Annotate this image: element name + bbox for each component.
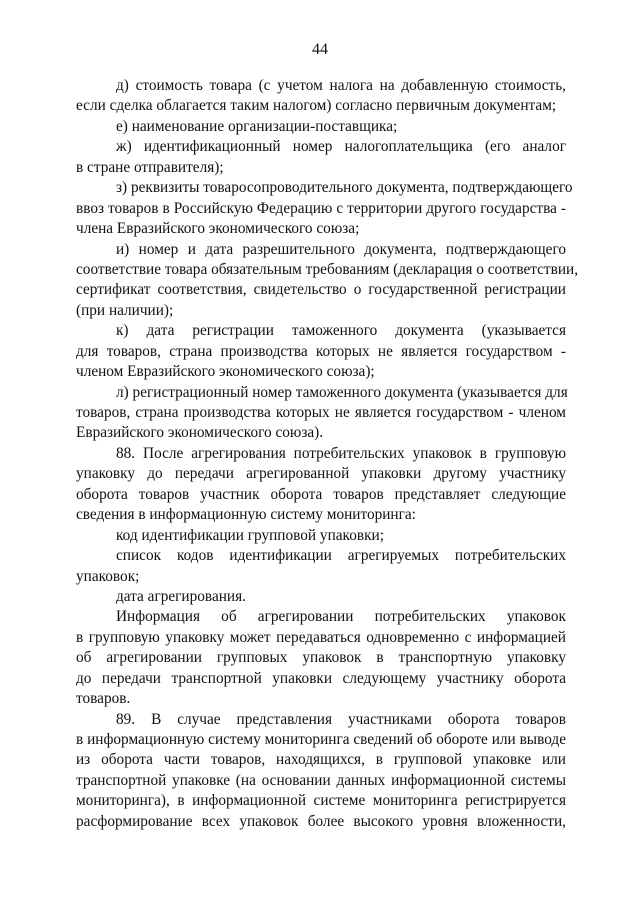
- text-line: члена Евразийского экономического союза;: [76, 220, 360, 238]
- text-line: ввоз товаров в Российскую Федерацию с территории другого государства -: [76, 199, 566, 217]
- text-line: и) номер и дата разрешительного документа, подтверждающего: [116, 240, 566, 258]
- text-line: ж) идентификационный номер налогоплательщика (его аналог: [116, 138, 566, 156]
- text-line: упаковку до передачи агрегированной упаковки другому участнику: [76, 465, 566, 483]
- page-number: 44: [312, 41, 328, 58]
- text-line: упаковок;: [76, 567, 140, 585]
- text-line: для товаров, страна производства которых не является государством -: [76, 342, 566, 360]
- text-line: 89. В случае представления участниками оборота товаров: [116, 710, 566, 728]
- text-line: (при наличии);: [76, 301, 174, 319]
- text-line: мониторинга), в информационной системе мониторинга регистрируется: [76, 792, 566, 810]
- text-line: л) регистрационный номер таможенного документа (указывается для: [116, 383, 568, 401]
- text-line: д) стоимость товара (с учетом налога на добавленную стоимость,: [116, 77, 566, 94]
- text-line: транспортной упаковке (на основании данных информационной системы: [76, 771, 566, 789]
- text-line: до передачи транспортной упаковки следующему участнику оборота: [76, 669, 566, 687]
- text-line: в информационную систему мониторинга сведений об обороте или выводе: [76, 731, 566, 748]
- text-line: членом Евразийского экономического союза);: [76, 363, 375, 381]
- text-line: если сделка облагается таким налогом) согласно первичным документам;: [76, 97, 557, 115]
- document-body: [76, 76, 579, 832]
- text-line: об агрегировании групповых упаковок в транспортную упаковку: [76, 649, 566, 667]
- text-line: е) наименование организации-поставщика;: [116, 117, 398, 135]
- text-line: сертификат соответствия, свидетельство о государственной регистрации: [76, 281, 566, 299]
- text-line: Информация об агрегировании потребительских упаковок: [116, 608, 566, 626]
- text-line: соответствие товара обязательным требованиям (декларация о соответствии,: [76, 260, 579, 278]
- text-line: код идентификации групповой упаковки;: [116, 526, 384, 544]
- text-line: в стране отправителя);: [76, 158, 224, 176]
- text-line: в групповую упаковку может передаваться одновременно с информацией: [76, 628, 566, 646]
- text-line: 88. После агрегирования потребительских упаковок в групповую: [116, 444, 566, 462]
- text-line: расформирование всех упаковок более высокого уровня вложенности,: [76, 812, 566, 830]
- text-line: оборота товаров участник оборота товаров представляет следующие: [76, 485, 566, 503]
- text-line: из оборота части товаров, находящихся, в групповой упаковке или: [76, 751, 566, 769]
- text-line: Евразийского экономического союза).: [76, 424, 324, 442]
- text-line: список кодов идентификации агрегируемых потребительских: [116, 547, 566, 565]
- text-line: з) реквизиты товаросопроводительного документа, подтверждающего: [116, 179, 573, 197]
- text-line: сведения в информационную систему мониторинга:: [76, 506, 416, 524]
- text-line: товаров, страна производства которых не является государством - членом: [76, 404, 566, 421]
- text-line: дата агрегирования.: [116, 587, 246, 605]
- text-line: товаров.: [76, 690, 131, 708]
- text-line: к) дата регистрации таможенного документа (указывается: [116, 322, 566, 340]
